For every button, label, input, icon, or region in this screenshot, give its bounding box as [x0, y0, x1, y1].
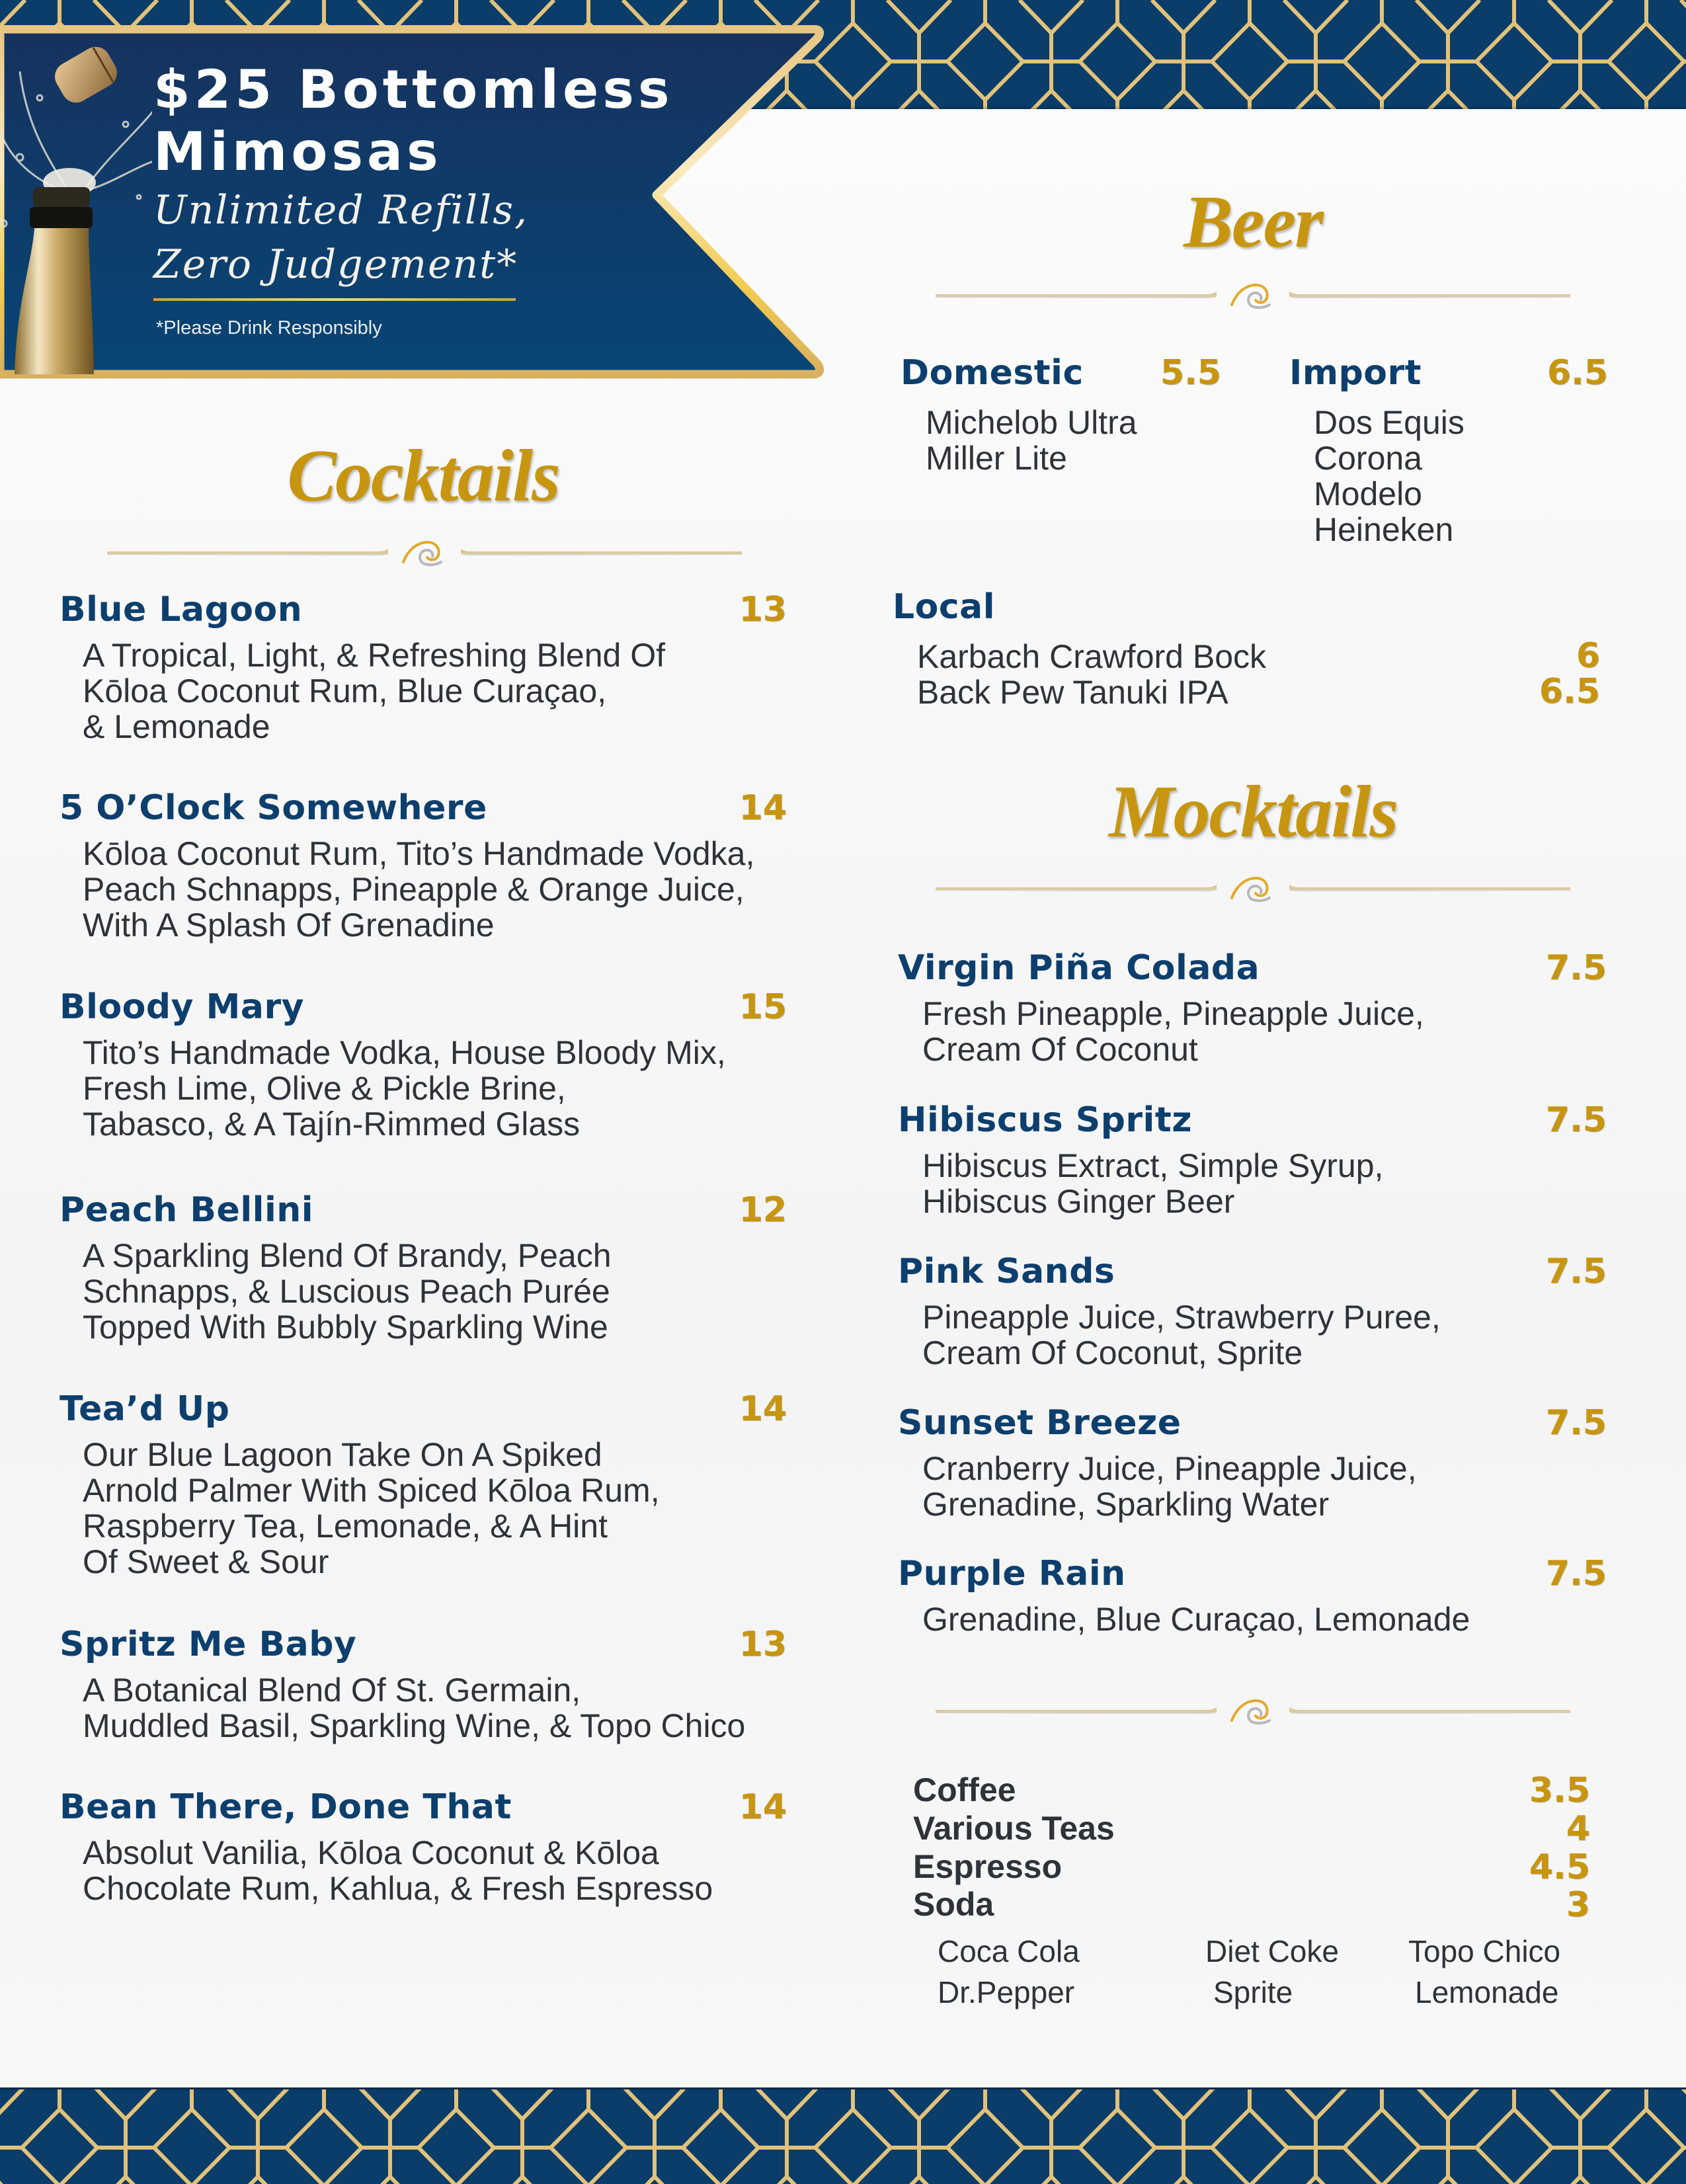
- description-line: Absolut Vanilia, Kōloa Coconut & Kōloa: [83, 1834, 659, 1871]
- cocktail-price: 12: [739, 1190, 787, 1230]
- description-line: Fresh Pineapple, Pineapple Juice,: [922, 995, 1424, 1032]
- promo-tagline-line1: Unlimited Refills,: [153, 187, 529, 233]
- soda-option: Sprite: [1213, 1975, 1293, 2009]
- cocktail-name: Spritz Me Baby: [60, 1625, 357, 1664]
- beer-local-item: Karbach Crawford Bock: [917, 638, 1267, 675]
- description-line: A Botanical Blend Of St. Germain,: [83, 1672, 581, 1709]
- mocktail-description: [922, 996, 1424, 1067]
- description-line: Cream Of Coconut: [922, 1031, 1198, 1068]
- promo-title-line2: Mimosas: [153, 121, 442, 182]
- mocktail-name: Sunset Breeze: [898, 1403, 1182, 1443]
- beer-local-price: 6.5: [1539, 672, 1600, 711]
- beer-local-item: Back Pew Tanuki IPA: [917, 674, 1228, 711]
- description-line: Of Sweet & Sour: [83, 1543, 329, 1580]
- wave-ornament-icon: [936, 1694, 1570, 1727]
- cocktail-name: Blue Lagoon: [60, 590, 303, 629]
- beverage-price: 3.5: [1529, 1771, 1590, 1810]
- beer-local-price: 6: [1576, 636, 1600, 676]
- description-line: Kōloa Coconut Rum, Blue Curaçao,: [83, 672, 607, 709]
- mocktail-price: 7.5: [1545, 1252, 1607, 1291]
- soda-option: Topo Chico: [1408, 1934, 1561, 1968]
- cocktail-name: 5 O’Clock Somewhere: [60, 788, 487, 828]
- beverage-name: Soda: [913, 1886, 994, 1923]
- cocktails-heading: Cocktails: [287, 435, 559, 517]
- cocktail-price: 13: [739, 1625, 787, 1664]
- cocktail-description: [83, 1437, 660, 1580]
- promo-disclaimer: *Please Drink Responsibly: [156, 317, 382, 339]
- beer-divider: [936, 278, 1570, 305]
- description-line: Muddled Basil, Sparkling Wine, & Topo Chico: [83, 1707, 746, 1744]
- description-line: Kōloa Coconut Rum, Tito’s Handmade Vodka,: [83, 835, 755, 872]
- wave-ornament-icon: [936, 278, 1570, 311]
- beverage-price: 4: [1566, 1809, 1590, 1849]
- beer-import-item: Heineken: [1314, 511, 1454, 548]
- non-alcoholic-divider: [936, 1694, 1570, 1720]
- mocktail-name: Virgin Piña Colada: [898, 948, 1260, 988]
- soda-option: Dr.Pepper: [938, 1975, 1075, 2009]
- cocktail-description: [83, 1835, 713, 1906]
- cocktail-description: [83, 1238, 612, 1345]
- cocktail-description: [83, 836, 754, 943]
- champagne-bottle-icon: [0, 25, 152, 376]
- wave-ornament-icon: [107, 536, 742, 569]
- mocktail-name: Hibiscus Spritz: [898, 1100, 1193, 1140]
- beer-local-label: Local: [893, 587, 996, 627]
- promo-title-line1: $25 Bottomless: [153, 59, 674, 120]
- lattice-pattern-icon: [0, 2089, 1686, 2184]
- description-line: Cream Of Coconut, Sprite: [922, 1334, 1303, 1371]
- beverage-price: 4.5: [1529, 1847, 1590, 1887]
- beer-import-item: Dos Equis: [1314, 404, 1465, 441]
- mocktail-price: 7.5: [1545, 1554, 1607, 1594]
- beverage-name: Espresso: [913, 1848, 1063, 1885]
- bottom-pattern-band: [0, 2087, 1686, 2184]
- cocktails-divider: [107, 536, 742, 562]
- description-line: Pineapple Juice, Strawberry Puree,: [922, 1299, 1441, 1336]
- promo-divider: [153, 298, 516, 301]
- cocktail-description: [83, 637, 665, 745]
- description-line: Topped With Bubbly Sparkling Wine: [83, 1309, 608, 1346]
- description-line: Fresh Lime, Olive & Pickle Brine,: [83, 1070, 566, 1107]
- description-line: & Lemonade: [83, 708, 270, 745]
- bottomless-mimosas-banner: [0, 25, 826, 382]
- mocktail-price: 7.5: [1545, 1403, 1607, 1443]
- soda-option: Diet Coke: [1205, 1934, 1339, 1968]
- description-line: Our Blue Lagoon Take On A Spiked: [83, 1436, 602, 1473]
- description-line: With A Splash Of Grenadine: [83, 907, 495, 944]
- beer-import-price: 6.5: [1546, 353, 1608, 393]
- mocktails-heading: Mocktails: [1108, 771, 1398, 853]
- description-line: Schnapps, & Luscious Peach Purée: [83, 1273, 610, 1310]
- description-line: Tito’s Handmade Vodka, House Bloody Mix,: [83, 1034, 726, 1071]
- beer-domestic-item: Miller Lite: [926, 440, 1067, 477]
- description-line: Cranberry Juice, Pineapple Juice,: [922, 1450, 1417, 1487]
- description-line: Grenadine, Sparkling Water: [922, 1486, 1330, 1523]
- description-line: Hibiscus Ginger Beer: [922, 1183, 1235, 1220]
- description-line: A Sparkling Blend Of Brandy, Peach: [83, 1237, 612, 1274]
- soda-option: Coca Cola: [938, 1934, 1080, 1968]
- cocktail-name: Bloody Mary: [60, 987, 305, 1027]
- beverage-price: 3: [1566, 1885, 1590, 1925]
- description-line: Tabasco, & A Tajín-Rimmed Glass: [83, 1106, 581, 1143]
- cocktail-name: Peach Bellini: [60, 1190, 314, 1230]
- beverage-name: Coffee: [913, 1771, 1016, 1808]
- cocktail-name: Tea’d Up: [60, 1389, 230, 1429]
- beer-domestic-label: Domestic: [901, 353, 1084, 393]
- mocktails-divider: [936, 871, 1570, 898]
- beverage-name: Various Teas: [913, 1810, 1115, 1847]
- cocktail-price: 13: [739, 590, 787, 629]
- beer-import-item: Modelo: [1314, 475, 1422, 512]
- beer-domestic-price: 5.5: [1160, 353, 1221, 393]
- beer-domestic-item: Michelob Ultra: [926, 404, 1137, 441]
- mocktail-description: [922, 1299, 1441, 1371]
- description-line: Hibiscus Extract, Simple Syrup,: [922, 1147, 1384, 1184]
- description-line: A Tropical, Light, & Refreshing Blend Of: [83, 637, 666, 674]
- description-line: Raspberry Tea, Lemonade, & A Hint: [83, 1508, 608, 1545]
- mocktail-price: 7.5: [1545, 948, 1607, 988]
- description-line: Grenadine, Blue Curaçao, Lemonade: [922, 1601, 1470, 1638]
- wave-ornament-icon: [936, 871, 1570, 905]
- description-line: Arnold Palmer With Spiced Kōloa Rum,: [83, 1472, 660, 1509]
- beer-import-item: Corona: [1314, 440, 1422, 477]
- cocktail-description: [83, 1035, 726, 1142]
- mocktail-description: [922, 1148, 1383, 1219]
- mocktail-name: Pink Sands: [898, 1252, 1115, 1291]
- cocktail-price: 14: [739, 788, 787, 828]
- cocktail-description: [83, 1672, 745, 1744]
- cocktail-price: 15: [739, 987, 787, 1027]
- mocktail-name: Purple Rain: [898, 1554, 1126, 1594]
- cocktail-name: Bean There, Done That: [60, 1787, 512, 1827]
- beer-heading: Beer: [1184, 181, 1322, 263]
- beer-import-label: Import: [1289, 353, 1422, 393]
- mocktail-description: [922, 1451, 1417, 1522]
- soda-option: Lemonade: [1415, 1975, 1559, 2009]
- promo-tagline-line2: Zero Judgement*: [153, 241, 518, 288]
- cocktail-price: 14: [739, 1787, 787, 1827]
- mocktail-price: 7.5: [1545, 1100, 1607, 1140]
- description-line: Peach Schnapps, Pineapple & Orange Juice,: [83, 871, 744, 908]
- mocktail-description: [922, 1601, 1470, 1637]
- description-line: Chocolate Rum, Kahlua, & Fresh Espresso: [83, 1870, 713, 1907]
- cocktail-price: 14: [739, 1389, 787, 1429]
